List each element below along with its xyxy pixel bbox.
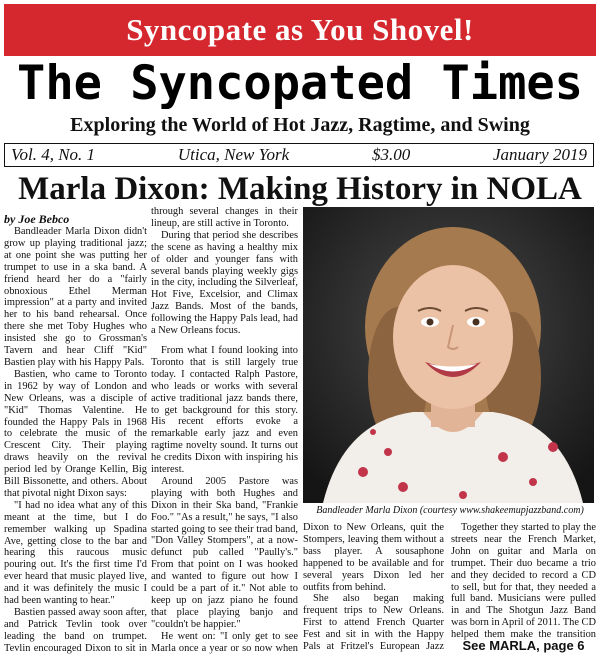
issue-volume: Vol. 4, No. 1 — [11, 145, 96, 164]
article-column-4 — [451, 522, 596, 640]
paragraph: During that period she describes the scene as having a healthy mix of older and younger fans with several bands playing weekly gigs in the city, including the Silverleaf, Hot Five, Excelsior, and Climax Jazz Bands. Most of the bands, following the Happy Pals lead, had a New Orleans focus. — [151, 229, 298, 337]
continuation-link[interactable]: See MARLA, page 6 — [462, 638, 585, 653]
portrait-illustration — [303, 207, 594, 503]
article-column-1 — [4, 226, 147, 654]
portrait-photo — [303, 207, 594, 503]
masthead-subtitle: Exploring the World of Hot Jazz, Ragtime, and Swing — [70, 114, 530, 136]
article-byline: by Joe Bebco — [4, 212, 70, 226]
paragraph: "I had no idea what any of this meant at the time, but I do remember walking up Spadina Ave, getting close to the bar and hearing this raucous music pouring out. It's the first time I'd ever heard that music played live, and it was definitely the music I had been wanting to hear." — [4, 499, 147, 607]
paragraph: Dixon to New Orleans, quit the Stompers, leaving them without a bass player. A sousaphone happened to be available and for several years Dixon led her outfits from behind. — [303, 522, 444, 593]
paragraph: Bastien, who came to Toronto in 1962 by way of London and New Orleans, was a disciple of "Kid" Thomas Valentine. He founded the Happy Pals in 1968 to celebrate the music of the Crescent City. Their playing draws heavily on the revival period led by Orange Kellin, Big Bill Bissonette, and others. About that pivotal night Dixon says: — [4, 368, 147, 499]
issue-location: Utica, New York — [177, 145, 290, 164]
paragraph: through several changes in their lineup, are still active in Toronto. — [151, 206, 298, 229]
photo-caption: Bandleader Marla Dixon (courtesy www.shakeemupjazzband.com) — [316, 505, 584, 516]
paragraph: She also began making frequent trips to New Orleans. First to attend French Quarter Fest and sit in with the Happy Pals at Fritzel's European Jazz — [303, 593, 444, 653]
paragraph: Bastien passed away soon after, and Patrick Tevlin took over leading the band on trumpet. Tevlin encouraged Dixon to sit in — [4, 607, 147, 654]
top-banner — [4, 4, 596, 56]
masthead-title: The Syncopated Times — [17, 56, 583, 111]
paragraph: He went on: "I only get to see Marla once a year or so now when — [151, 630, 298, 654]
issue-date: January 2019 — [493, 145, 587, 164]
article-column-3 — [303, 522, 444, 654]
paragraph: Around 2005 Pastore was playing with both Hughes and Dixon in their Ska band, "Frankie Foo." "As a result," he says, "I also started going to see their trad band, "Don Valley Stompers", at a now-defunct pub called "Paully's." From that point on I was hooked and wanted to figure out how I could be a part of it." Not able to keep up on jazz piano he found that place playing banjo and "couldn't be happier." — [151, 475, 298, 630]
article-headline: Marla Dixon: Making History in NOLA — [18, 171, 582, 207]
banner-text: Syncopate as You Shovel! — [126, 12, 474, 47]
paragraph: Bandleader Marla Dixon didn't grow up playing traditional jazz; at one point she was putting her trumpet to use in a ska band. A friend heard her do a "fairly obnoxious Ethel Merman impression" at a party and invited her to his band rehearsal. Once there she met Toby Hughes who insisted she go to Grossman's Tavern and hear Cliff "Kid" Bastien play with his Happy Pals. — [4, 226, 147, 368]
issue-price: $3.00 — [371, 145, 411, 164]
paragraph: From what I found looking into Toronto that is still largely true today. I contacted Ralph Pastore, who leads or works with several active traditional jazz bands there, to get background for this story. His recent efforts evoke a remarkable early jazz and even ragtime novelty sound. It turns out he credits Dixon with inspiring his interest. — [151, 344, 298, 476]
article-column-2 — [151, 206, 298, 654]
issue-info-bar — [4, 143, 594, 167]
paragraph: Together they started to play the streets near the French Market, John on guitar and Marla on trumpet. Their duo became a trio and they decided to record a CD to sell, but for that, they needed a full band. Musicians were pulled in and The Shotgun Jazz Band was born in April of 2011. The CD helped them make the transition — [451, 522, 596, 640]
